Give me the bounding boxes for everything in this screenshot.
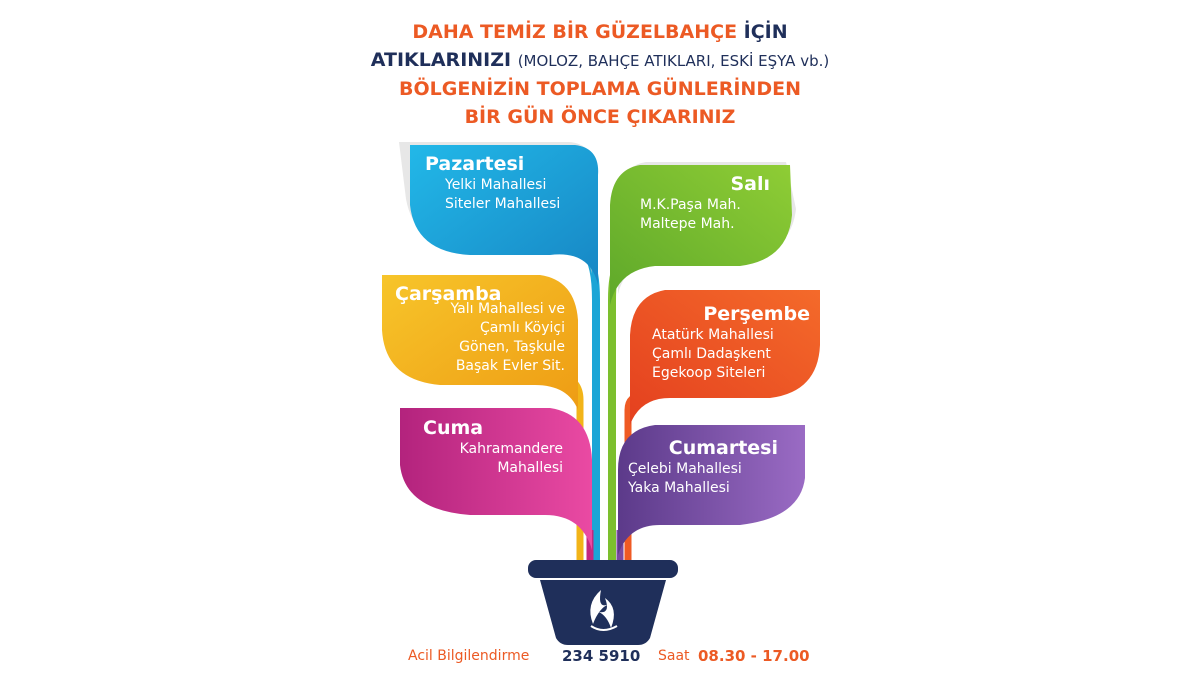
header-line-1-main: DAHA TEMİZ BİR GÜZELBAHÇE	[412, 21, 738, 43]
neighborhood-line: M.K.Paşa Mah.	[640, 197, 741, 213]
neighborhood-line: Çamlı Köyiçi	[479, 320, 565, 336]
leaf-persembe-text	[652, 302, 810, 383]
neighborhood-line: Çelebi Mahallesi	[628, 461, 742, 477]
header-line-1-end: İÇİN	[743, 21, 788, 43]
neighborhood-line: Kahramandere	[459, 441, 563, 457]
header-line-4: BİR GÜN ÖNCE ÇIKARINIZ	[464, 106, 736, 128]
day-title-sali: Salı	[730, 173, 770, 195]
neighborhood-line: Yaka Mahallesi	[628, 480, 730, 496]
neighborhood-line: Başak Evler Sit.	[455, 358, 565, 374]
leaf-pazartesi-text	[425, 152, 560, 214]
neighborhood-line: Atatürk Mahallesi	[652, 327, 774, 343]
pot-rim	[528, 560, 678, 578]
day-title-persembe: Perşembe	[703, 303, 810, 325]
leaf-cuma-text	[423, 416, 563, 478]
neighborhood-line: Çamlı Dadaşkent	[652, 346, 771, 362]
day-title-cumartesi: Cumartesi	[668, 437, 778, 459]
day-title-pazartesi: Pazartesi	[425, 153, 525, 175]
footer-phone: 234 5910	[562, 647, 641, 665]
day-title-cuma: Cuma	[423, 417, 484, 439]
neighborhood-line: Siteler Mahallesi	[445, 196, 561, 212]
footer	[0, 648, 1200, 672]
footer-label: Acil Bilgilendirme	[408, 648, 530, 664]
day-title-carsamba: Çarşamba	[395, 283, 502, 305]
header-line-3: BÖLGENİZİN TOPLAMA GÜNLERİNDEN	[399, 78, 801, 100]
leaf-sali-text	[630, 172, 770, 234]
neighborhood-line: Maltepe Mah.	[640, 216, 735, 232]
neighborhood-line: Mahallesi	[497, 460, 563, 476]
neighborhood-line: Yalı Mahallesi ve	[450, 301, 565, 317]
header-line-2-main: ATIKLARINIZI	[370, 49, 512, 71]
leaf-cumartesi-text	[628, 436, 778, 498]
neighborhood-line: Egekoop Siteleri	[652, 365, 766, 381]
neighborhood-line: Gönen, Taşkule	[459, 339, 565, 355]
neighborhood-line: Yelki Mahallesi	[445, 177, 547, 193]
footer-hours: 08.30 - 17.00	[698, 647, 810, 665]
footer-hours-label: Saat	[658, 648, 690, 664]
leaf-carsamba-text	[395, 282, 565, 382]
header-line-2-note: (MOLOZ, BAHÇE ATIKLARI, ESKİ EŞYA vb.)	[517, 52, 830, 70]
